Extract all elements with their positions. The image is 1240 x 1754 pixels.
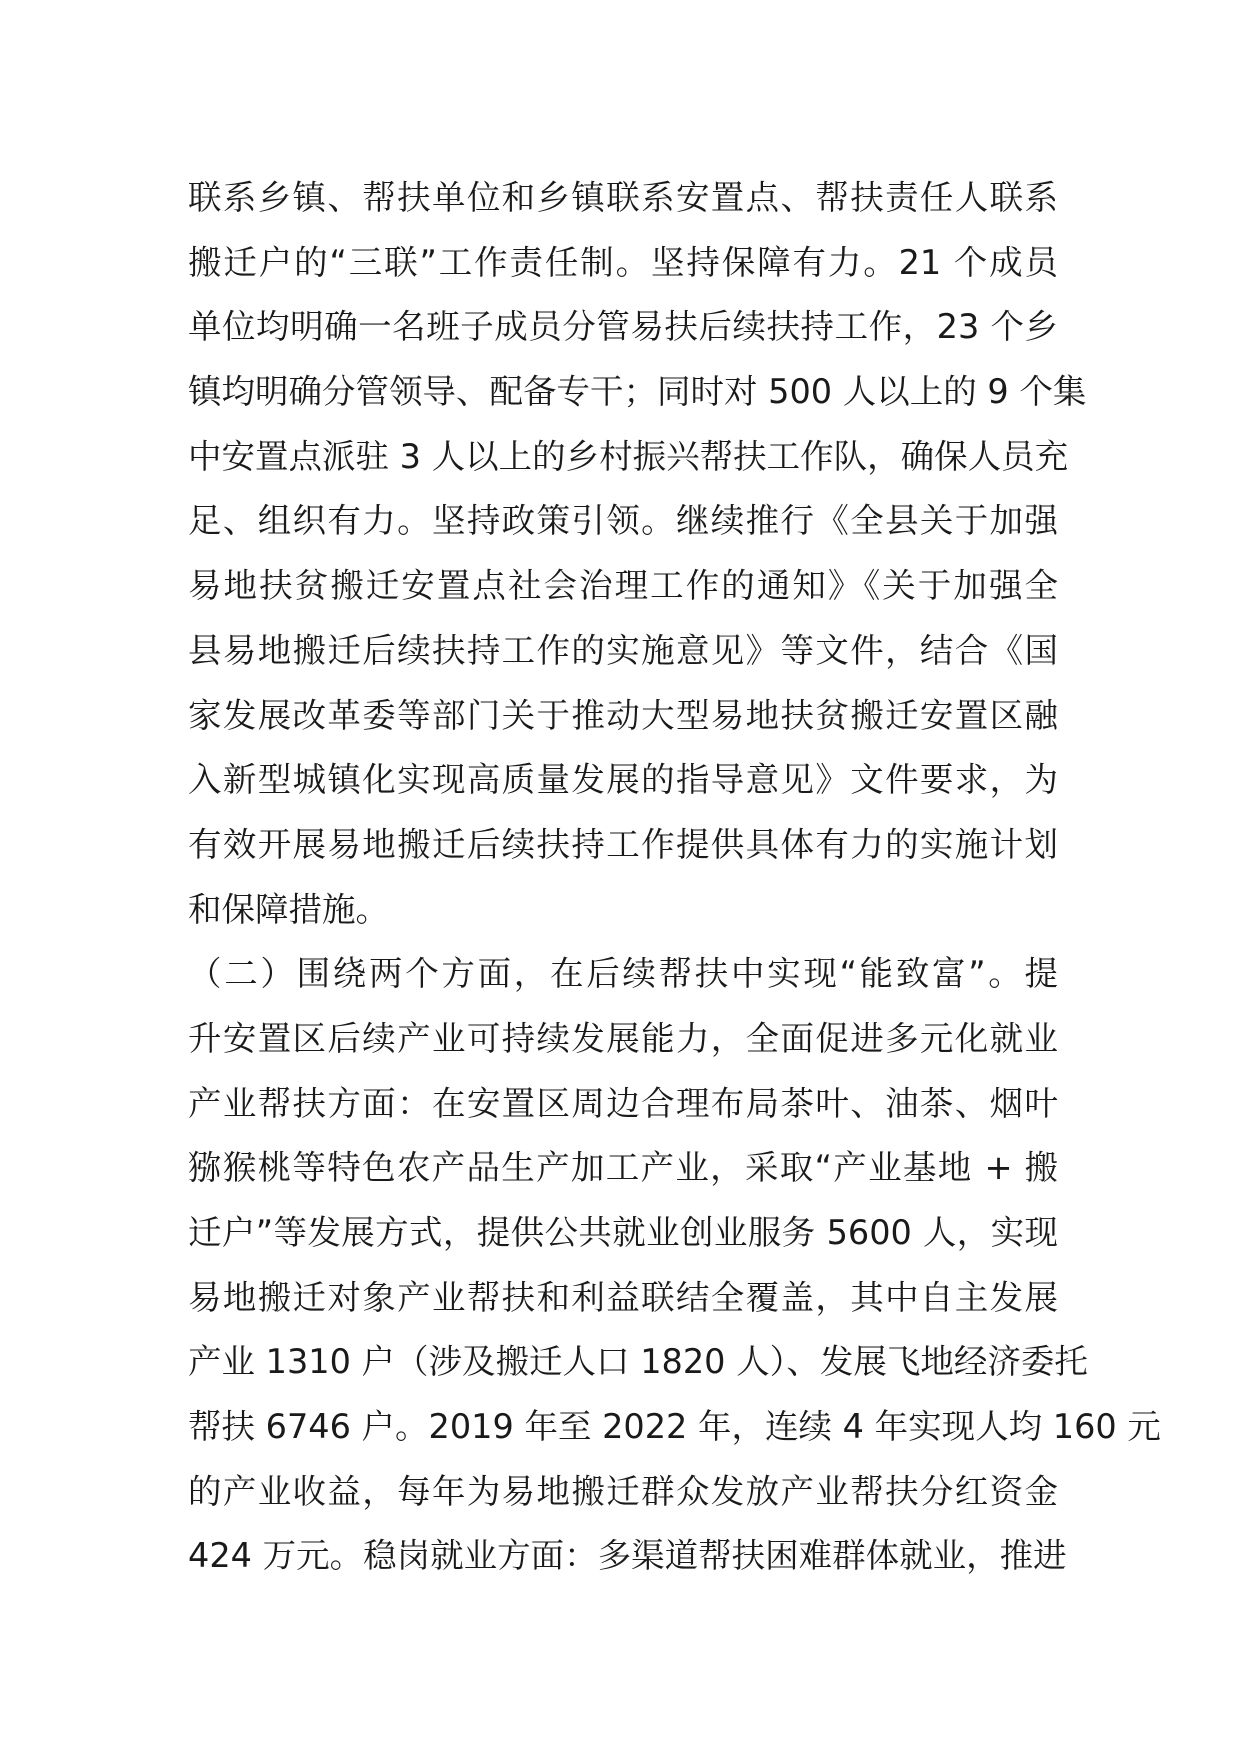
text-line: 产业 1310 户（涉及搬迁人口 1820 人）、发展飞地经济委托 (188, 1342, 1088, 1382)
text-line: 联系乡镇、帮扶单位和乡镇联系安置点、帮扶责任人联系 (188, 178, 1058, 217)
section-heading-line: （二）围绕两个方面，在后续帮扶中实现“能致富”。提 (188, 954, 1058, 994)
text-line: 入新型城镇化实现高质量发展的指导意见》文件要求，为 (188, 760, 1058, 800)
body-text (188, 166, 1161, 1589)
text-line: 易地扶贫搬迁安置点社会治理工作的通知》《关于加强全 (188, 566, 1058, 606)
text-line: 易地搬迁对象产业帮扶和利益联结全覆盖，其中自主发展 (188, 1277, 1058, 1317)
text-line: 迁户”等发展方式，提供公共就业创业服务 5600 人，实现 (188, 1213, 1058, 1252)
text-line: 产业帮扶方面：在安置区周边合理布局茶叶、油茶、烟叶 (188, 1083, 1058, 1123)
text-line: 猕猴桃等特色农产品生产加工产业，采取“产业基地 + 搬 (188, 1148, 1058, 1188)
text-line: 中安置点派驻 3 人以上的乡村振兴帮扶工作队，确保人员充 (188, 436, 1069, 476)
text-line: 的产业收益，每年为易地搬迁群众发放产业帮扶分红资金 (188, 1471, 1058, 1511)
text-line: 搬迁户的“三联”工作责任制。坚持保障有力。21 个成员 (188, 242, 1058, 282)
text-line: 县易地搬迁后续扶持工作的实施意见》等文件，结合《国 (188, 630, 1058, 670)
text-line: 镇均明确分管领导、配备专干；同时对 500 人以上的 9 个集 (188, 372, 1087, 412)
text-line: 升安置区后续产业可持续发展能力，全面促进多元化就业 (188, 1018, 1058, 1058)
text-line: 帮扶 6746 户。2019 年至 2022 年，连续 4 年实现人均 160 元 (188, 1407, 1161, 1447)
text-line: 家发展改革委等部门关于推动大型易地扶贫搬迁安置区融 (188, 695, 1058, 735)
text-line: 424 万元。稳岗就业方面：多渠道帮扶困难群体就业，推进 (188, 1536, 1067, 1576)
text-line: 足、组织有力。坚持政策引领。继续推行《全县关于加强 (188, 501, 1058, 541)
text-line: 单位均明确一名班子成员分管易扶后续扶持工作，23 个乡 (188, 307, 1058, 347)
text-line: 和保障措施。 (188, 889, 389, 929)
text-line: 有效开展易地搬迁后续扶持工作提供具体有力的实施计划 (188, 824, 1058, 864)
